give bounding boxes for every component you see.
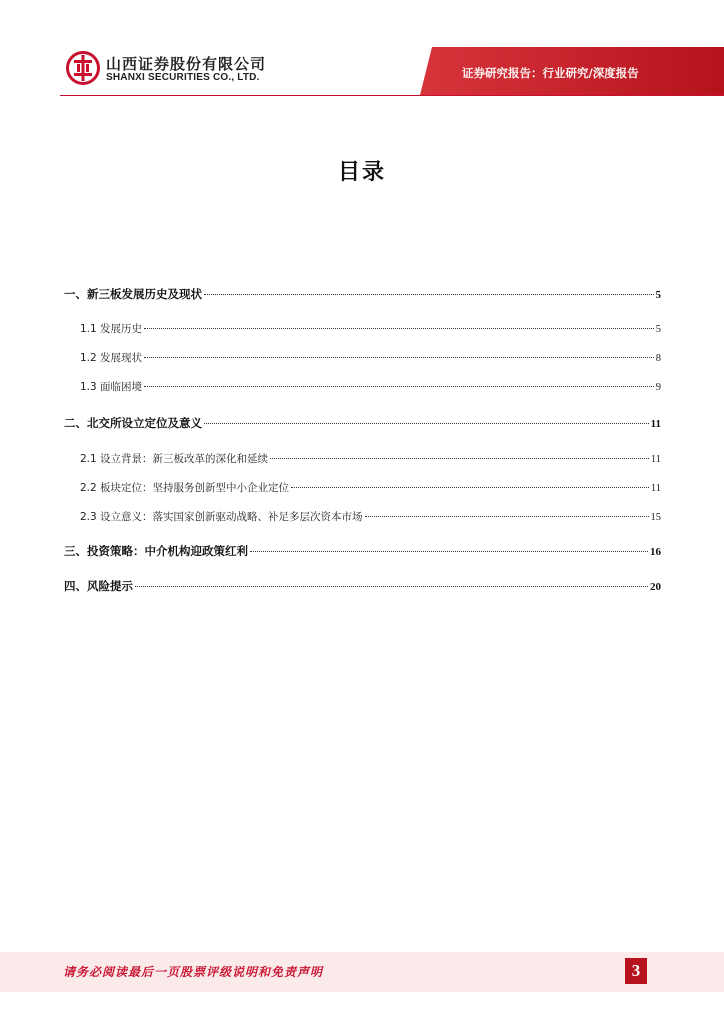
toc-entry-1-1[interactable] (80, 321, 661, 336)
toc-entry-section-4[interactable] (64, 578, 661, 594)
toc-title: 目录 (337, 160, 386, 185)
dot-leader (144, 385, 654, 387)
dot-leader (144, 356, 654, 358)
toc-entry-label: 三、投资策略：中介机构迎政策红利 (64, 544, 248, 558)
dot-leader (270, 457, 649, 459)
toc-entry-label: 1.2 发展现状 (80, 352, 143, 364)
company-name-en: SHANXI SECURITIES CO., LTD. (106, 72, 260, 83)
dot-leader (204, 422, 649, 424)
toc-entry-page: 20 (650, 581, 661, 593)
dot-leader (365, 515, 649, 517)
toc-entry-page: 8 (655, 353, 661, 364)
toc-entry-page: 9 (655, 382, 661, 393)
toc-entry-section-3[interactable] (64, 543, 661, 559)
page-number: 3 (625, 958, 647, 984)
toc-entry-page: 15 (650, 512, 661, 523)
toc-entry-label: 2.1 设立背景：新三板改革的深化和延续 (80, 453, 269, 465)
dot-leader (250, 550, 648, 552)
toc-entry-label: 二、北交所设立定位及意义 (64, 416, 202, 430)
toc-entry-2-2[interactable] (80, 480, 661, 495)
toc-entry-1-3[interactable] (80, 379, 661, 394)
toc-entry-label: 四、风险提示 (64, 579, 133, 593)
dot-leader (144, 327, 654, 329)
toc-entry-page: 16 (650, 546, 661, 558)
toc-entry-section-2[interactable] (64, 415, 661, 431)
toc-entry-page: 5 (655, 324, 661, 335)
toc-entry-label: 1.1 发展历史 (80, 323, 143, 335)
dot-leader (291, 486, 649, 488)
dot-leader (135, 585, 648, 587)
toc-entry-2-3[interactable] (80, 509, 661, 524)
toc-entry-page: 5 (655, 289, 661, 301)
dot-leader (204, 293, 654, 295)
toc-entry-page: 11 (650, 483, 661, 494)
toc-entry-section-1[interactable] (64, 286, 661, 302)
toc-entry-label: 2.3 设立意义：落实国家创新驱动战略、补足多层次资本市场 (80, 511, 363, 523)
company-name-cn: 山西证券股份有限公司 (106, 55, 267, 73)
toc-entry-label: 2.2 板块定位：坚持服务创新型中小企业定位 (80, 482, 290, 494)
toc-entry-1-2[interactable] (80, 350, 661, 365)
toc-entry-page: 11 (650, 418, 661, 430)
toc-entry-label: 1.3 面临困境 (80, 381, 143, 393)
toc-entry-2-1[interactable] (80, 451, 661, 466)
report-type-label: 证券研究报告：行业研究/深度报告 (462, 66, 639, 80)
toc-entry-label: 一、新三板发展历史及现状 (64, 287, 202, 301)
toc-entry-page: 11 (650, 454, 661, 465)
disclaimer-notice: 请务必阅读最后一页股票评级说明和免责声明 (63, 965, 324, 979)
